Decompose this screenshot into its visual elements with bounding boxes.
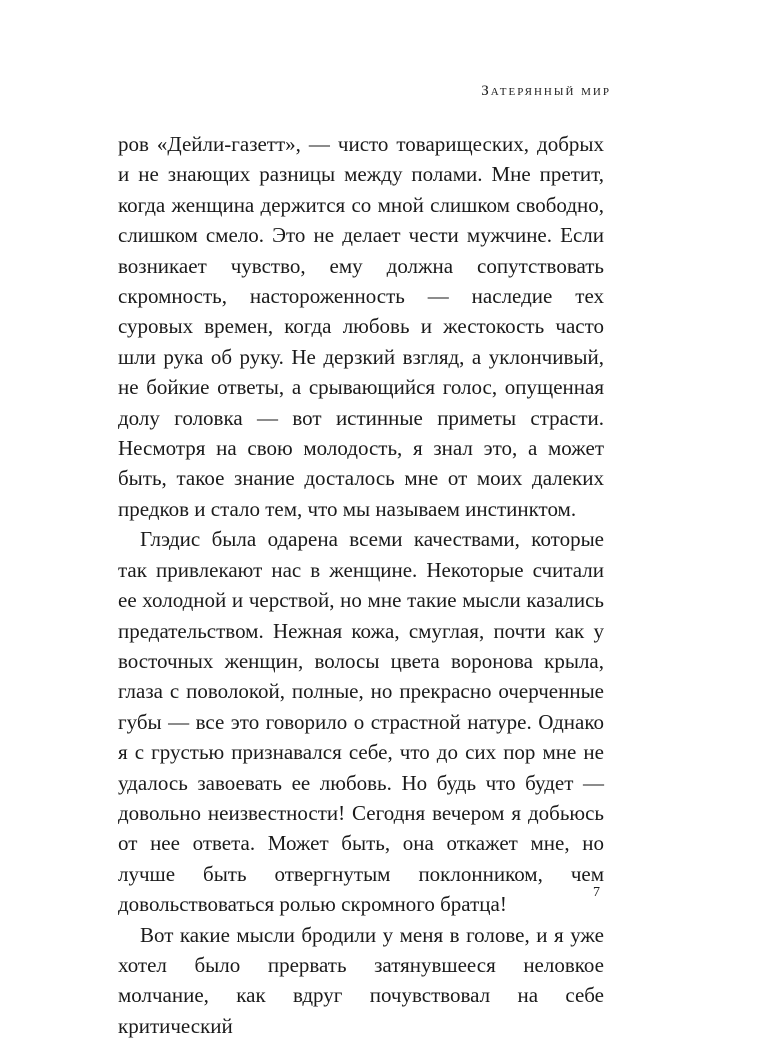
paragraph: Вот какие мысли бродили у меня в голове, и я уже хотел было прервать затянувшееся неловкое молчание, как вдруг почувствовал на себе критический [118, 922, 604, 1038]
paragraph-continued: ров «Дейли-газетт», — чисто товарищеских, добрых и не знающих разницы между полами. Мне претит, когда женщина держится со мной слишком свободно, слишком смело. Это не делает чести мужчине. Если возникает чувство, ему должна сопутствовать скромность, настороженность — наследие тех суровых времен, когда любовь и жестокость часто шли рука об руку. Не дерзкий взгляд, а уклончивый, не бойкие ответы, а срывающийся голос, опущенная долу головка — вот истинные приметы страсти. Несмотря на свою молодость, я знал это, а может быть, такое знание досталось мне от моих далеких предков и стало тем, что мы называем инстинктом. [118, 132, 604, 521]
page-number: 7 [593, 885, 600, 900]
body-text [118, 129, 604, 1041]
paragraph: Глэдис была одарена всеми качествами, которые так привлекают нас в женщине. Некоторые считали ее холодной и черствой, но мне такие мысли казались предательством. Нежная кожа, смуглая, почти как у восточных женщин, волосы цвета воронова крыла, глаза с поволокой, полные, но прекрасно очерченные губы — все это говорило о страстной натуре. Однако я с грустью признавался себе, что до сих пор мне не удалось завоевать ее любовь. Но будь что будет — довольно неизвестности! Сегодня вечером я добьюсь от нее ответа. Может быть, она откажет мне, но лучше быть отвергнутым поклонником, чем довольствоваться ролью скромного братца! [118, 527, 604, 917]
running-header: Затерянный мир [481, 83, 611, 99]
